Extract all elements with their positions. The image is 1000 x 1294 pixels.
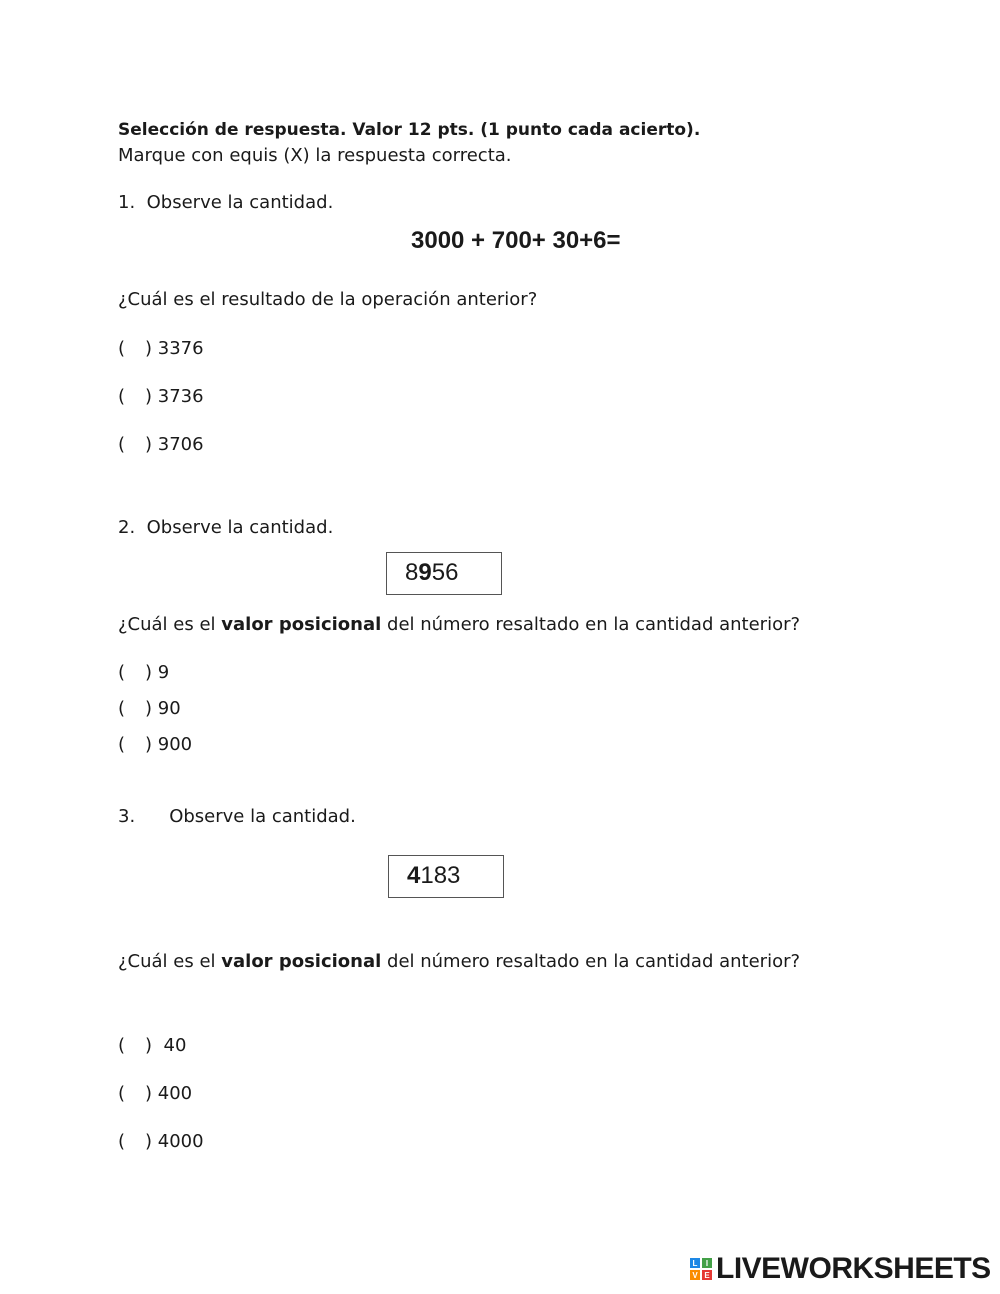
q2-question (118, 614, 800, 635)
q2-question-bold: valor posicional (221, 614, 382, 635)
q2-question-post: del número resaltado en la cantidad anterior? (381, 614, 801, 635)
q1-prompt (118, 192, 333, 213)
answer-checkbox[interactable]: ( (118, 698, 126, 719)
logo-letter-e: E (702, 1270, 712, 1280)
answer-checkbox[interactable]: ( (118, 1035, 126, 1056)
q1-equation: 3000 + 700+ 30+6= (411, 227, 621, 254)
q3-number-box (388, 855, 504, 898)
answer-checkbox[interactable]: ( (118, 338, 126, 359)
q3-prompt-text: Observe la cantidad. (169, 806, 356, 827)
q2-prompt (118, 517, 333, 538)
q2-option-c[interactable] (118, 734, 192, 755)
logo-letter-l: L (690, 1258, 700, 1268)
option-close-paren: ) (145, 338, 153, 359)
answer-checkbox[interactable]: ( (118, 386, 126, 407)
q1-number: 1. (118, 192, 136, 213)
q2-highlighted-digit: 9 (418, 559, 432, 586)
option-label: 3736 (157, 386, 204, 407)
option-close-paren: ) (145, 662, 153, 683)
q3-option-c[interactable] (118, 1131, 204, 1152)
liveworksheets-logo (690, 1252, 991, 1286)
option-label: 4000 (157, 1131, 204, 1152)
answer-checkbox[interactable]: ( (118, 734, 126, 755)
logo-icon (690, 1258, 712, 1280)
q3-question (118, 951, 800, 972)
q1-prompt-text: Observe la cantidad. (146, 192, 334, 213)
q2-number-box (386, 552, 502, 595)
option-close-paren: ) (145, 1083, 153, 1104)
q3-option-b[interactable] (118, 1083, 192, 1104)
option-label: 3376 (157, 338, 204, 359)
q2-digit-after: 56 (431, 559, 459, 586)
answer-checkbox[interactable]: ( (118, 1131, 126, 1152)
q2-digit-before: 8 (405, 559, 419, 586)
q3-number: 3. (118, 806, 136, 827)
q3-question-bold: valor posicional (221, 951, 382, 972)
answer-checkbox[interactable]: ( (118, 662, 126, 683)
q3-question-post: del número resaltado en la cantidad anterior? (381, 951, 801, 972)
logo-letter-i: I (702, 1258, 712, 1268)
q2-option-a[interactable] (118, 662, 169, 683)
option-close-paren: ) (145, 434, 153, 455)
answer-checkbox[interactable]: ( (118, 1083, 126, 1104)
q2-option-b[interactable] (118, 698, 181, 719)
q2-number: 2. (118, 517, 136, 538)
q3-digit-after: 183 (420, 862, 461, 889)
q3-highlighted-digit: 4 (407, 862, 421, 889)
q3-prompt (118, 806, 356, 827)
q3-option-a[interactable] (118, 1035, 186, 1056)
option-label: 9 (157, 662, 170, 683)
section-title: Selección de respuesta. Valor 12 pts. (1 punto cada acierto). (118, 120, 701, 140)
logo-letter-v: V (690, 1270, 700, 1280)
answer-checkbox[interactable]: ( (118, 434, 126, 455)
option-close-paren: ) (145, 698, 153, 719)
logo-text: LIVEWORKSHEETS (716, 1252, 991, 1285)
option-label: 400 (157, 1083, 193, 1104)
option-label: 900 (157, 734, 193, 755)
option-close-paren: ) (145, 386, 153, 407)
q1-option-c[interactable] (118, 434, 204, 455)
q3-question-pre: ¿Cuál es el (118, 951, 222, 972)
option-label: 3706 (157, 434, 204, 455)
option-close-paren: ) (145, 734, 153, 755)
option-label: 40 (157, 1035, 187, 1056)
q2-question-pre: ¿Cuál es el (118, 614, 222, 635)
instruction-text: Marque con equis (X) la respuesta correcta. (118, 145, 512, 166)
option-label: 90 (157, 698, 181, 719)
option-close-paren: ) (145, 1131, 153, 1152)
q2-prompt-text: Observe la cantidad. (146, 517, 334, 538)
q1-question: ¿Cuál es el resultado de la operación anterior? (118, 289, 538, 310)
option-close-paren: ) (145, 1035, 153, 1056)
q1-option-b[interactable] (118, 386, 204, 407)
q1-option-a[interactable] (118, 338, 204, 359)
